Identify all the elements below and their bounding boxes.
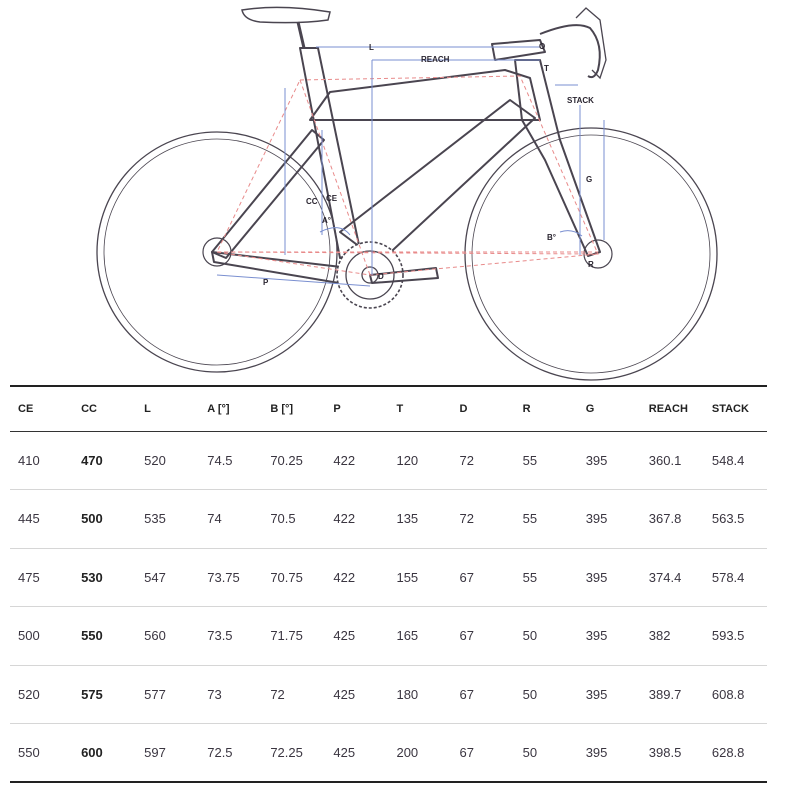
cell-reach: 382 bbox=[648, 628, 671, 644]
cell-reach: 398.5 bbox=[648, 745, 682, 760]
cell-ce: 410 bbox=[18, 452, 40, 468]
label-stack: STACK bbox=[567, 96, 594, 105]
table-row bbox=[10, 548, 767, 607]
cell-ce: 520 bbox=[18, 686, 40, 702]
cell-ce: 550 bbox=[18, 745, 40, 760]
cell-r: 55 bbox=[522, 452, 538, 468]
cell-d: 72 bbox=[459, 511, 475, 527]
cell-r: 55 bbox=[522, 511, 538, 527]
cell-stack: 593.5 bbox=[711, 628, 745, 644]
cell-d: 67 bbox=[459, 745, 475, 760]
header-cc: CC bbox=[81, 402, 97, 415]
label-b: B° bbox=[547, 233, 556, 242]
table-row bbox=[10, 607, 767, 666]
cell-l: 597 bbox=[144, 745, 166, 760]
cell-a: 72.5 bbox=[207, 745, 233, 760]
label-r: R bbox=[588, 260, 594, 269]
label-reach: REACH bbox=[421, 55, 450, 64]
cell-l: 547 bbox=[144, 569, 166, 585]
label-t: T bbox=[544, 64, 549, 73]
table-row bbox=[10, 490, 767, 549]
geometry-table-header bbox=[10, 386, 767, 431]
cell-r: 50 bbox=[522, 686, 538, 702]
header-b: B [°] bbox=[270, 402, 294, 415]
cell-g: 395 bbox=[585, 511, 608, 527]
cell-g: 395 bbox=[585, 745, 608, 760]
cell-b: 72 bbox=[270, 686, 285, 702]
bike-frame bbox=[212, 40, 600, 284]
cell-cc: 600 bbox=[81, 745, 103, 760]
bike-geometry-diagram bbox=[0, 0, 800, 385]
cell-t: 180 bbox=[396, 686, 419, 702]
cell-reach: 367.8 bbox=[648, 511, 682, 527]
cell-stack: 548.4 bbox=[711, 452, 745, 468]
cell-l: 560 bbox=[144, 628, 166, 644]
cell-g: 395 bbox=[585, 569, 608, 585]
cell-ce: 500 bbox=[18, 628, 40, 644]
table-row bbox=[10, 431, 767, 490]
geometry-table-container bbox=[10, 385, 767, 783]
cell-t: 165 bbox=[396, 628, 419, 644]
cell-a: 73.75 bbox=[207, 569, 240, 585]
cell-a: 73.5 bbox=[207, 628, 233, 644]
cell-stack: 608.8 bbox=[711, 686, 745, 702]
cell-d: 67 bbox=[459, 686, 475, 702]
cell-p: 422 bbox=[333, 569, 356, 585]
cell-b: 70.5 bbox=[270, 511, 296, 527]
cell-l: 535 bbox=[144, 511, 166, 527]
label-p: P bbox=[263, 278, 269, 287]
cell-b: 70.75 bbox=[270, 569, 303, 585]
cell-stack: 563.5 bbox=[711, 511, 745, 527]
bike-geometry-svg bbox=[0, 0, 800, 385]
cell-cc: 500 bbox=[81, 511, 103, 527]
cell-g: 395 bbox=[585, 686, 608, 702]
cell-g: 395 bbox=[585, 628, 608, 644]
handlebar bbox=[540, 8, 606, 78]
cell-ce: 445 bbox=[18, 511, 40, 527]
cell-cc: 530 bbox=[81, 569, 103, 585]
header-reach: REACH bbox=[648, 402, 688, 415]
cell-r: 50 bbox=[522, 745, 538, 760]
header-a: A [°] bbox=[207, 402, 230, 415]
cell-a: 74 bbox=[207, 511, 222, 527]
cell-p: 422 bbox=[333, 452, 356, 468]
cell-reach: 374.4 bbox=[648, 569, 682, 585]
header-g: G bbox=[585, 402, 595, 415]
cell-t: 135 bbox=[396, 511, 419, 527]
cell-d: 72 bbox=[459, 452, 475, 468]
cell-l: 520 bbox=[144, 452, 166, 468]
cell-a: 73 bbox=[207, 686, 222, 702]
geometry-table-body bbox=[10, 431, 767, 782]
cell-p: 425 bbox=[333, 628, 356, 644]
cell-t: 120 bbox=[396, 452, 419, 468]
cell-reach: 389.7 bbox=[648, 686, 682, 702]
cell-b: 72.25 bbox=[270, 745, 303, 760]
cell-t: 155 bbox=[396, 569, 419, 585]
label-cc: CC bbox=[306, 197, 318, 206]
cell-reach: 360.1 bbox=[648, 452, 682, 468]
cell-d: 67 bbox=[459, 569, 475, 585]
saddle bbox=[242, 7, 330, 48]
cell-r: 50 bbox=[522, 628, 538, 644]
label-d: D bbox=[378, 272, 384, 281]
cell-stack: 578.4 bbox=[711, 569, 745, 585]
header-t: T bbox=[396, 402, 404, 415]
cell-b: 71.75 bbox=[270, 628, 303, 644]
cell-stack: 628.8 bbox=[711, 745, 745, 760]
cell-l: 577 bbox=[144, 686, 166, 702]
cell-ce: 475 bbox=[18, 569, 40, 585]
table-row bbox=[10, 724, 767, 783]
header-l: L bbox=[144, 402, 151, 415]
cell-t: 200 bbox=[396, 745, 419, 760]
cell-d: 67 bbox=[459, 628, 475, 644]
cell-cc: 575 bbox=[81, 686, 103, 702]
header-row bbox=[10, 386, 767, 431]
header-r: R bbox=[522, 402, 531, 415]
header-p: P bbox=[333, 402, 341, 415]
header-d: D bbox=[459, 402, 468, 415]
header-stack: STACK bbox=[711, 402, 749, 415]
cell-p: 425 bbox=[333, 686, 356, 702]
cell-g: 395 bbox=[585, 452, 608, 468]
cell-cc: 550 bbox=[81, 628, 103, 644]
cell-cc: 470 bbox=[81, 452, 103, 468]
geometry-table bbox=[10, 385, 767, 783]
label-a: A° bbox=[322, 216, 331, 225]
cell-r: 55 bbox=[522, 569, 538, 585]
cell-b: 70.25 bbox=[270, 452, 303, 468]
cell-p: 422 bbox=[333, 511, 356, 527]
header-ce: CE bbox=[18, 402, 34, 415]
label-ce: CE bbox=[326, 194, 338, 203]
label-o: O bbox=[539, 42, 546, 51]
label-g: G bbox=[586, 175, 593, 184]
table-row bbox=[10, 665, 767, 724]
label-l: L bbox=[369, 43, 374, 52]
cell-p: 425 bbox=[333, 745, 356, 760]
cell-a: 74.5 bbox=[207, 452, 233, 468]
